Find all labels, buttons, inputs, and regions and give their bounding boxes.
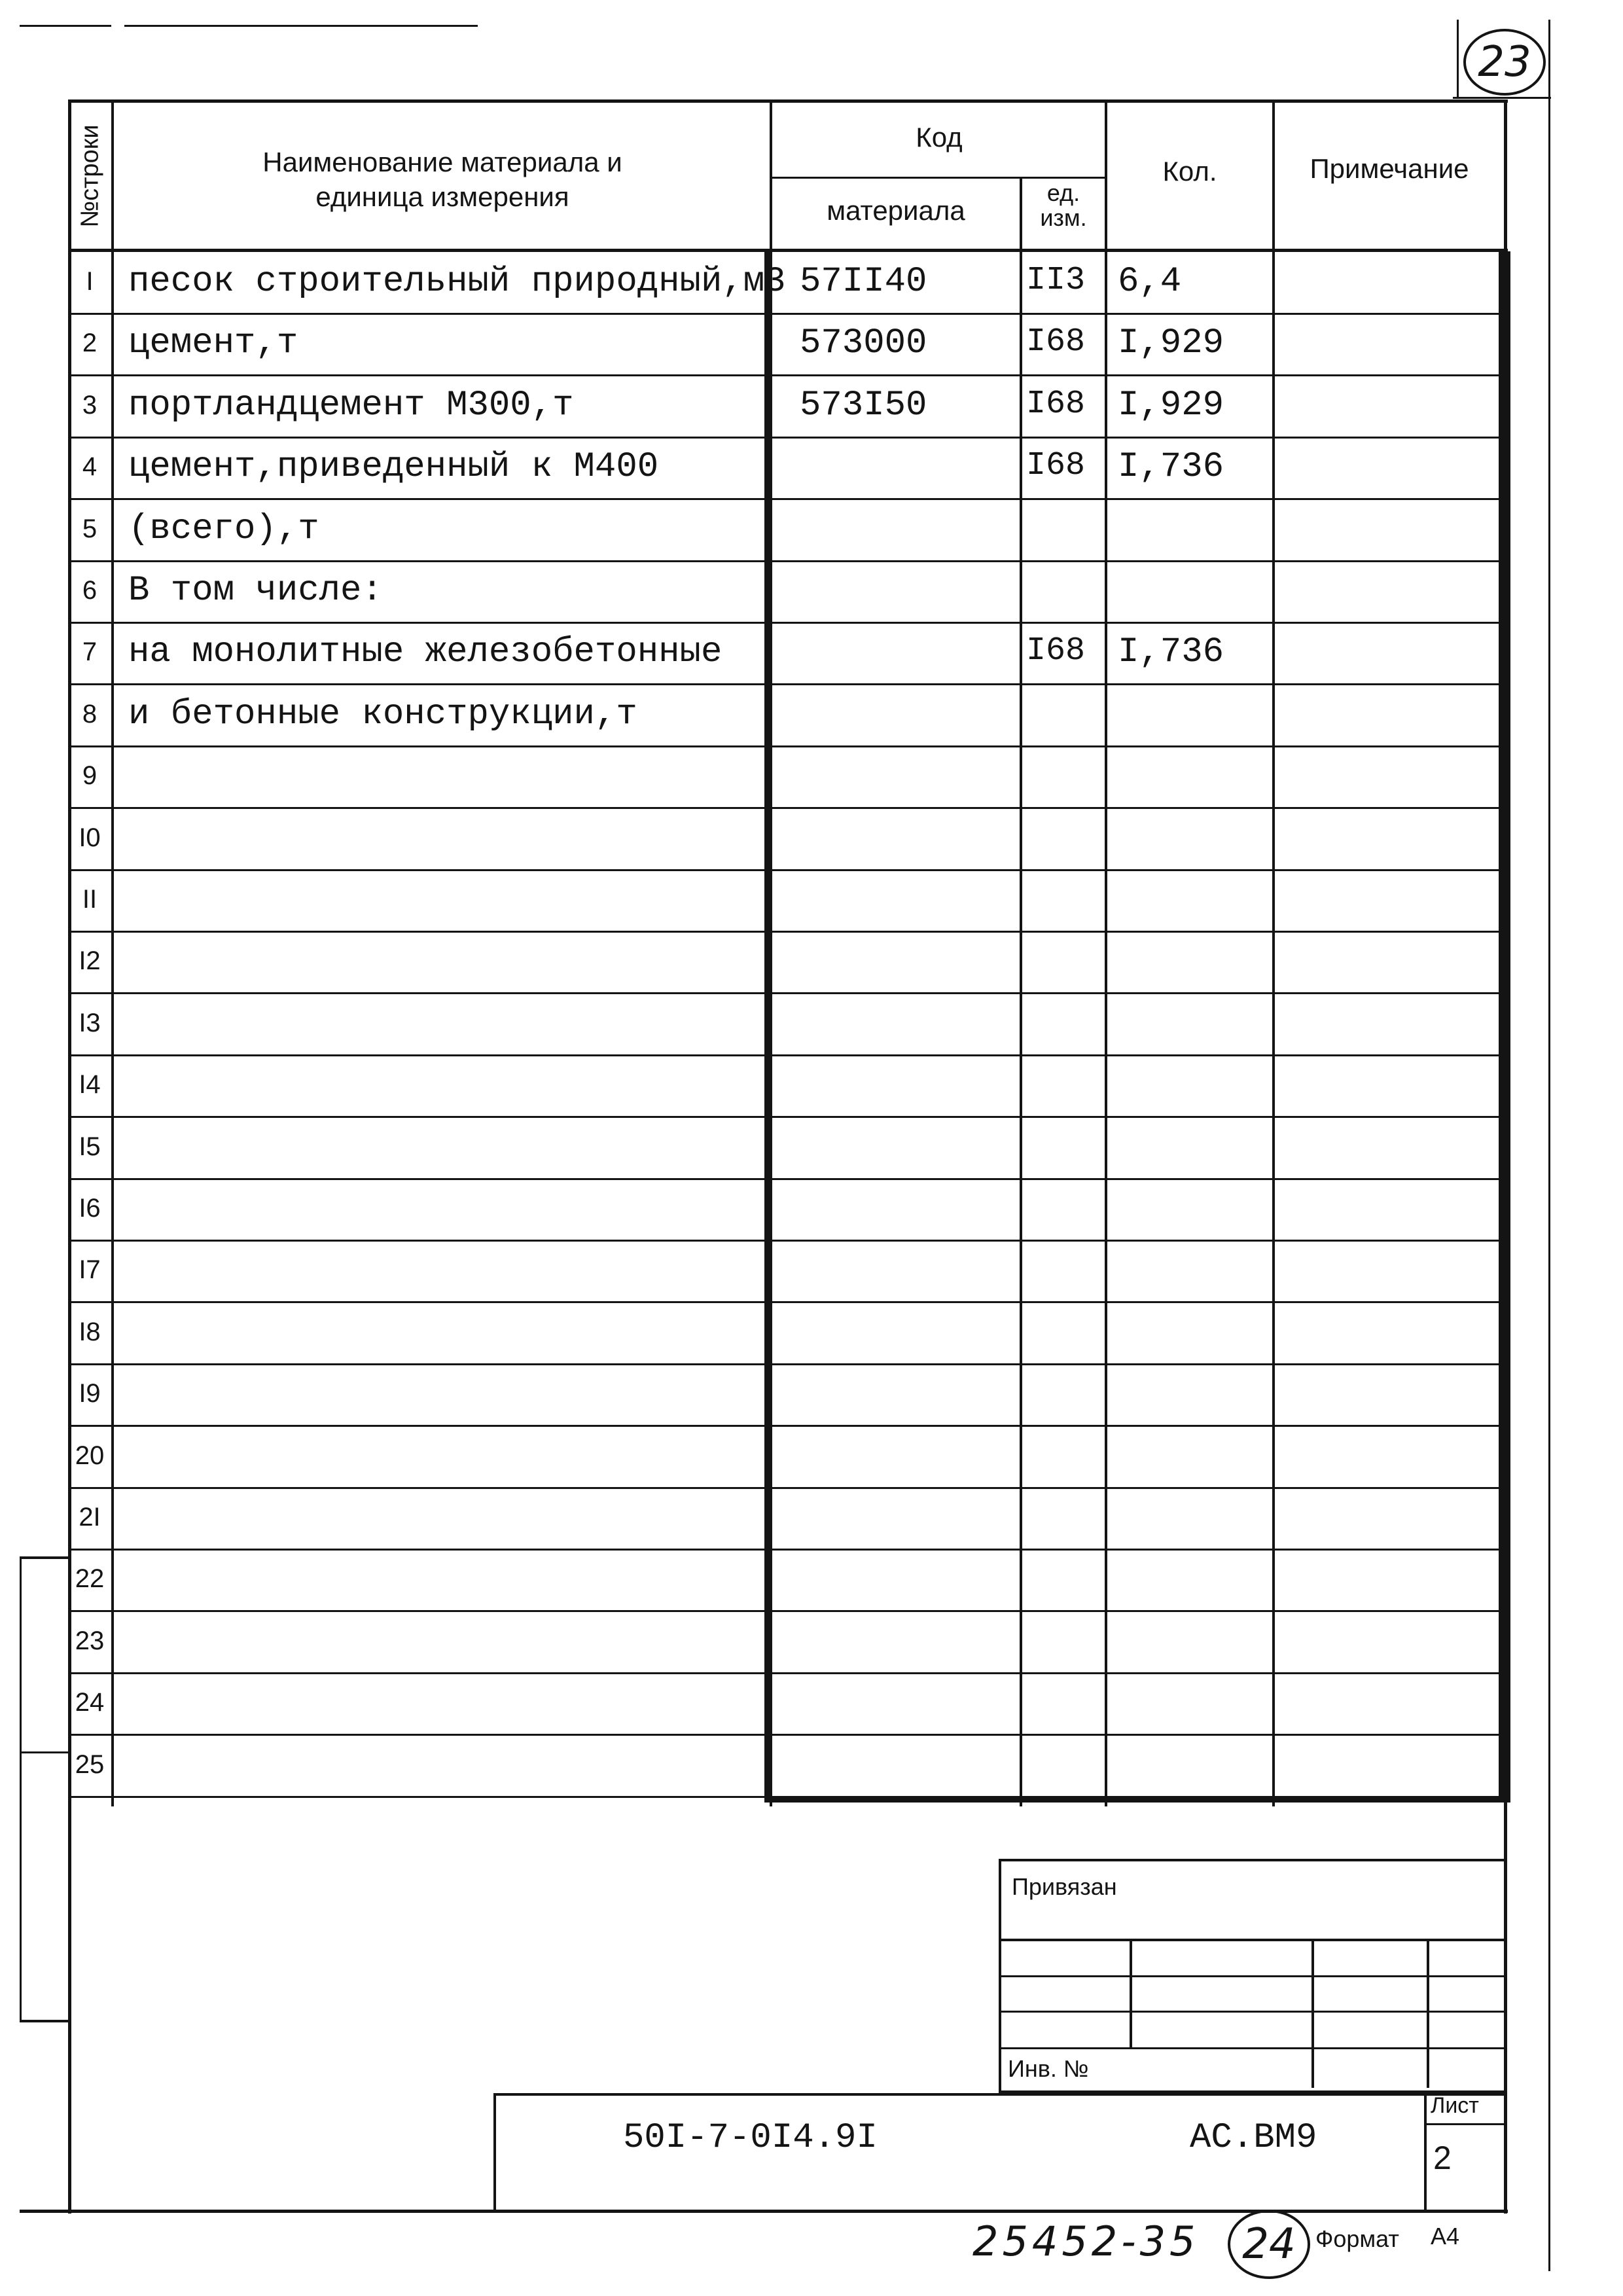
unit-code: I68: [1026, 447, 1086, 484]
row-bottom-line: [68, 1734, 1504, 1736]
row-bottom-line: [68, 931, 1504, 933]
material-name: портландцемент М300,т: [128, 386, 574, 425]
row-bottom-line: [68, 1240, 1504, 1242]
row-bottom-line: [68, 745, 1504, 747]
material-name: (всего),т: [128, 509, 319, 549]
format-value: А4: [1431, 2223, 1460, 2250]
material-name: цемент,приведенный к М400: [128, 447, 659, 487]
top-right-frame-mark: [1457, 20, 1459, 98]
row-bottom-line: [68, 560, 1504, 562]
row-bottom-line: [68, 807, 1504, 809]
row-number: II: [82, 885, 98, 914]
row-number: I8: [79, 1318, 101, 1346]
row-bottom-line: [68, 1363, 1504, 1365]
row-number: 4: [82, 452, 98, 481]
inventory-label: Инв. №: [1008, 2055, 1089, 2082]
row-bottom-line: [68, 1796, 1504, 1798]
sheet-number: 2: [1433, 2140, 1452, 2176]
quantity: I,929: [1118, 386, 1224, 425]
document-mark: АС.ВМ9: [1190, 2118, 1317, 2158]
row-bottom-line: [68, 869, 1504, 871]
row-bottom-line: [68, 683, 1504, 685]
row-number: 9: [82, 761, 98, 790]
left-binding-line: [20, 1558, 22, 2022]
left-binding-tick: [20, 2020, 69, 2022]
row-bottom-line: [68, 374, 1504, 376]
left-binding-tick: [20, 1751, 69, 1753]
row-bottom-line: [68, 992, 1504, 994]
sheet-mark-circle-bottom: [1228, 2210, 1310, 2279]
material-name: на монолитные железобетонные: [128, 632, 722, 672]
material-name: В том числе:: [128, 571, 383, 611]
table-top-border: [68, 99, 1508, 103]
row-number: 7: [82, 637, 98, 666]
unit-code: II3: [1026, 262, 1086, 299]
row-number: 22: [75, 1564, 105, 1593]
sheet-mark-bottom-text: 24: [1242, 2220, 1296, 2269]
format-label: Формат: [1315, 2225, 1399, 2252]
unit-code: I68: [1026, 632, 1086, 670]
code-subheader-line: [770, 177, 1107, 179]
sheet-box-divider-h: [1424, 2123, 1507, 2125]
row-bottom-line: [68, 1549, 1504, 1551]
bound-grid-col: [1130, 1939, 1132, 2047]
row-number: I3: [79, 1009, 101, 1037]
bound-grid-col: [1427, 1939, 1429, 2088]
row-number: 8: [82, 700, 98, 728]
row-number: 2I: [79, 1503, 101, 1532]
material-code: 57II40: [800, 262, 927, 302]
header-row-number-label: №строки: [76, 124, 104, 228]
row-number: I7: [79, 1255, 101, 1284]
top-right-frame-mark: [1453, 97, 1551, 99]
sheet-label: Лист: [1431, 2093, 1479, 2118]
row-bottom-line: [68, 1610, 1504, 1612]
top-left-dash: [20, 25, 111, 27]
header-code-group: Код: [916, 122, 963, 152]
sheet-mark-top-text: 23: [1478, 38, 1531, 86]
document-code: 50I-7-0I4.9I: [623, 2118, 878, 2158]
row-number: I5: [79, 1132, 101, 1161]
row-bottom-line: [68, 1487, 1504, 1489]
bound-label: Привязан: [1012, 1873, 1117, 1900]
quantity: I,929: [1118, 323, 1224, 363]
row-number: 24: [75, 1688, 105, 1717]
bound-grid-col: [1311, 1939, 1314, 2088]
row-bottom-line: [68, 1672, 1504, 1674]
row-bottom-line: [68, 1301, 1504, 1303]
row-number: 5: [82, 514, 98, 543]
row-number: 25: [75, 1750, 105, 1779]
material-name: цемент,т: [128, 323, 298, 363]
top-left-dash: [124, 25, 478, 27]
row-number: 6: [82, 576, 98, 605]
right-frame-edge: [1548, 20, 1550, 2271]
row-number: 3: [82, 391, 98, 420]
row-number: I6: [79, 1194, 101, 1223]
row-number: 23: [75, 1626, 105, 1655]
row-number: I2: [79, 946, 101, 975]
quantity: I,736: [1118, 632, 1224, 672]
left-binding-tick: [20, 1556, 69, 1559]
row-bottom-line: [68, 313, 1504, 315]
material-name: и бетонные конструкции,т: [128, 694, 637, 734]
sheet-box-divider: [1424, 2093, 1427, 2211]
row-number: 20: [75, 1441, 105, 1470]
archive-number: 25452-35: [972, 2217, 1200, 2265]
data-area-right-thick: [1499, 251, 1504, 1803]
header-quantity: Кол.: [1162, 156, 1217, 187]
quantity: 6,4: [1118, 262, 1182, 302]
row-bottom-line: [68, 1425, 1504, 1427]
row-bottom-line: [68, 437, 1504, 439]
row-bottom-line: [68, 1178, 1504, 1180]
material-name: песок строительный природный,м3: [128, 262, 786, 302]
row-bottom-line: [68, 622, 1504, 624]
material-code: 573000: [800, 323, 927, 363]
header-unit-code: ед. изм.: [1040, 179, 1087, 231]
header-name: Наименование материала и единица измерения: [262, 147, 622, 212]
row-number: I0: [79, 823, 101, 852]
quantity: I,736: [1118, 447, 1224, 487]
sheet-mark-circle-top: [1463, 29, 1546, 96]
row-number: I4: [79, 1070, 101, 1099]
header-note: Примечание: [1310, 153, 1469, 184]
unit-code: I68: [1026, 323, 1086, 361]
row-number: 2: [82, 329, 98, 357]
row-bottom-line: [68, 1054, 1504, 1056]
unit-code: I68: [1026, 386, 1086, 423]
header-row-number: [69, 103, 111, 249]
row-number: I: [86, 267, 94, 296]
row-bottom-line: [68, 498, 1504, 500]
header-material-code: материала: [827, 195, 965, 226]
row-bottom-line: [68, 1116, 1504, 1118]
row-number: I9: [79, 1379, 101, 1408]
material-code: 573I50: [800, 386, 927, 425]
